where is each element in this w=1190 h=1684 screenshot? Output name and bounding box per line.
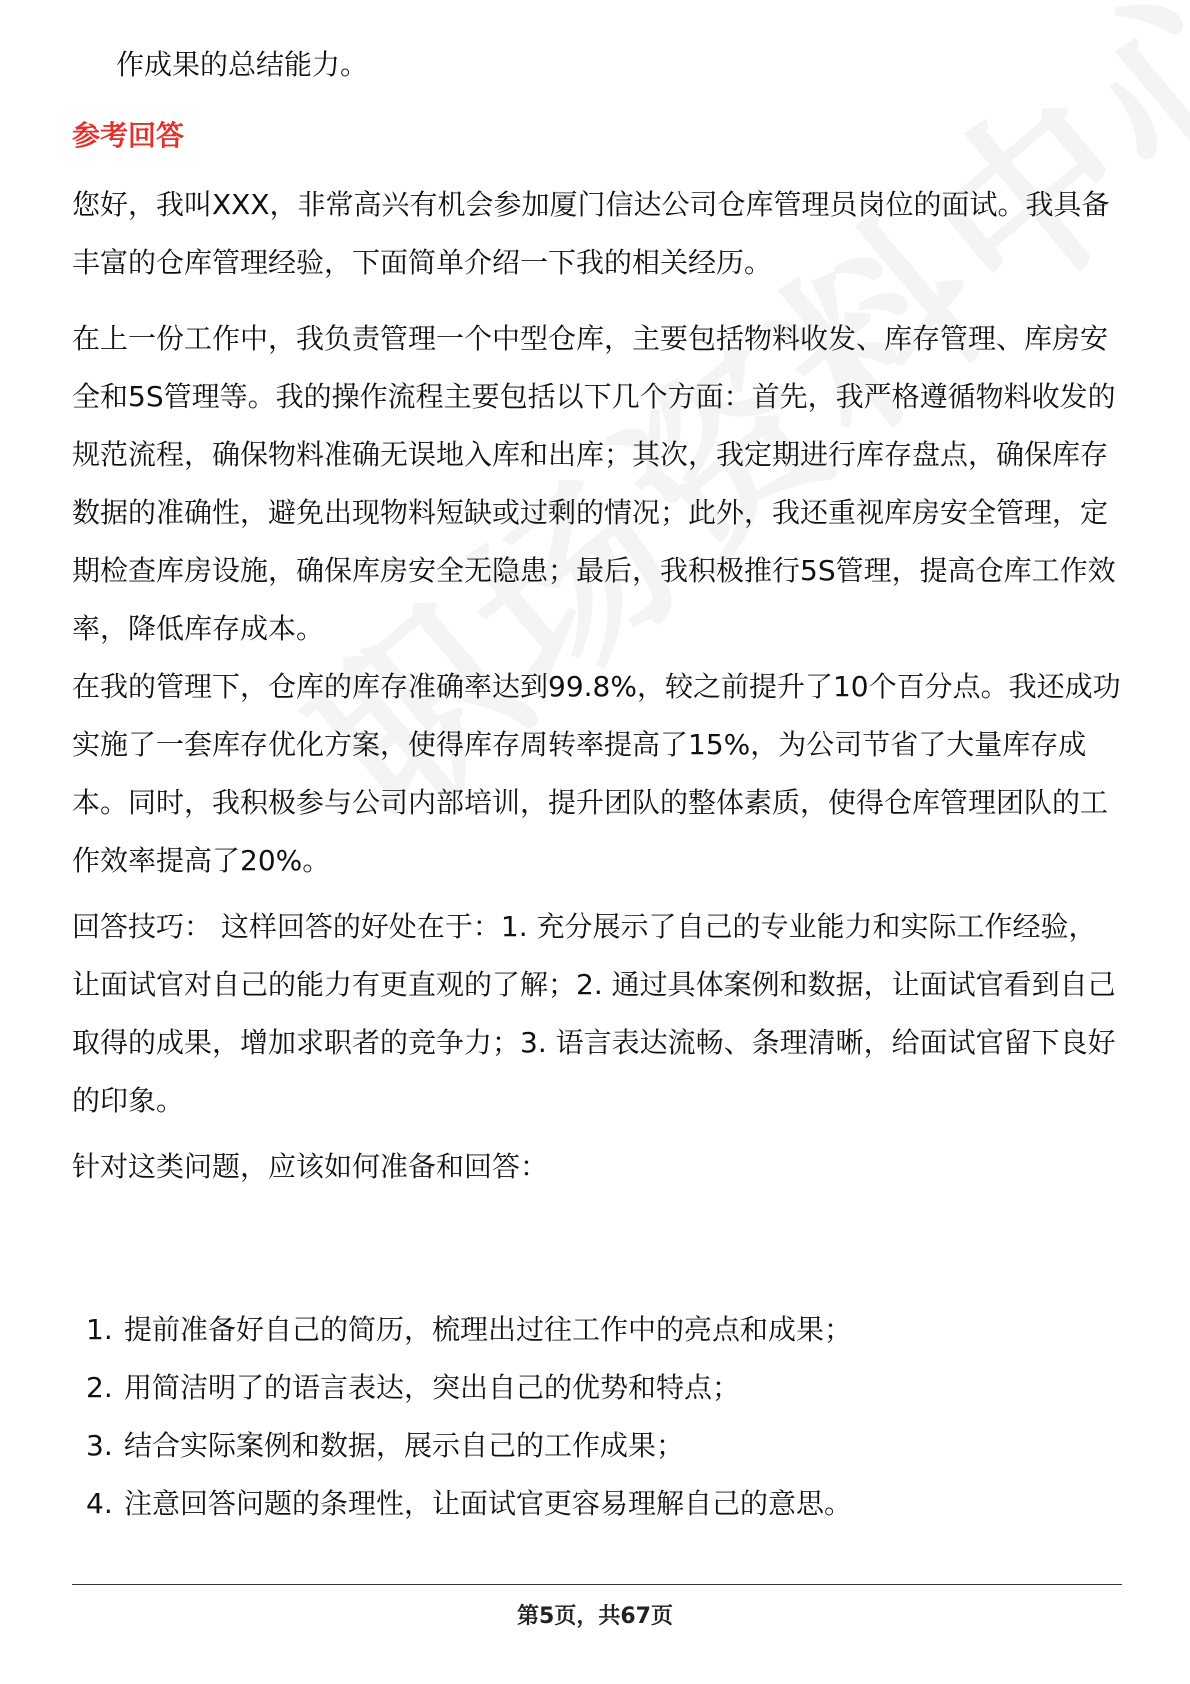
prep-question: 针对这类问题，应该如何准备和回答：: [72, 1150, 549, 1183]
tips-paragraph: 回答技巧： 这样回答的好处在于：1. 充分展示了自己的专业能力和实际工作经验，让面试官对自己的能力有更直观的了解；2. 通过具体案例和数据，让面试官看到自己取得的成果，增加求职者的竞争力；3. 语言表达流畅、条理清晰，给面试官留下良好的印象。: [72, 910, 1116, 1117]
list-item: [72, 1426, 1122, 1484]
list-item-text: 注意回答问题的条理性，让面试官更容易理解自己的意思。: [124, 1487, 853, 1520]
results-paragraph: 在我的管理下，仓库的库存准确率达到99.8%，较之前提升了10个百分点。我还成功实施了一套库存优化方案，使得库存周转率提高了15%，为公司节省了大量库存成本。同时，我积极参与公司内部培训，提升团队的整体素质，使得仓库管理团队的工作效率提高了20%。: [72, 670, 1121, 877]
list-item: [72, 1368, 1122, 1426]
intro-paragraph: 您好，我叫XXX，非常高兴有机会参加厦门信达公司仓库管理员岗位的面试。我具备丰富的仓库管理经验，下面简单介绍一下我的相关经历。: [72, 188, 1110, 279]
list-item-text: 结合实际案例和数据，展示自己的工作成果；: [124, 1429, 685, 1462]
prep-list: [72, 1310, 1122, 1542]
continuation-text: 作成果的总结能力。: [116, 48, 369, 81]
list-item-number: 3.: [86, 1429, 113, 1462]
list-item-text: 提前准备好自己的简历，梳理出过往工作中的亮点和成果；: [124, 1313, 853, 1346]
list-item: [72, 1310, 1122, 1368]
list-item-number: 1.: [86, 1313, 113, 1346]
list-item-text: 用简洁明了的语言表达，突出自己的优势和特点；: [124, 1371, 741, 1404]
list-item-number: 4.: [86, 1487, 113, 1520]
list-item-number: 2.: [86, 1371, 113, 1404]
footer-divider: [72, 1584, 1122, 1585]
list-item: [72, 1484, 1122, 1542]
section-heading: 参考回答: [72, 119, 185, 152]
page-indicator: 第5页，共67页: [517, 1604, 673, 1629]
experience-paragraph: 在上一份工作中，我负责管理一个中型仓库，主要包括物料收发、库存管理、库房安全和5S管理等。我的操作流程主要包括以下几个方面：首先，我严格遵循物料收发的规范流程，确保物料准确无误地入库和出库；其次，我定期进行库存盘点，确保库存数据的准确性，避免出现物料短缺或过剩的情况；此外，我还重视库房安全管理，定期检查库房设施，确保库房安全无隐患；最后，我积极推行5S管理，提高仓库工作效率，降低库存成本。: [72, 322, 1116, 645]
